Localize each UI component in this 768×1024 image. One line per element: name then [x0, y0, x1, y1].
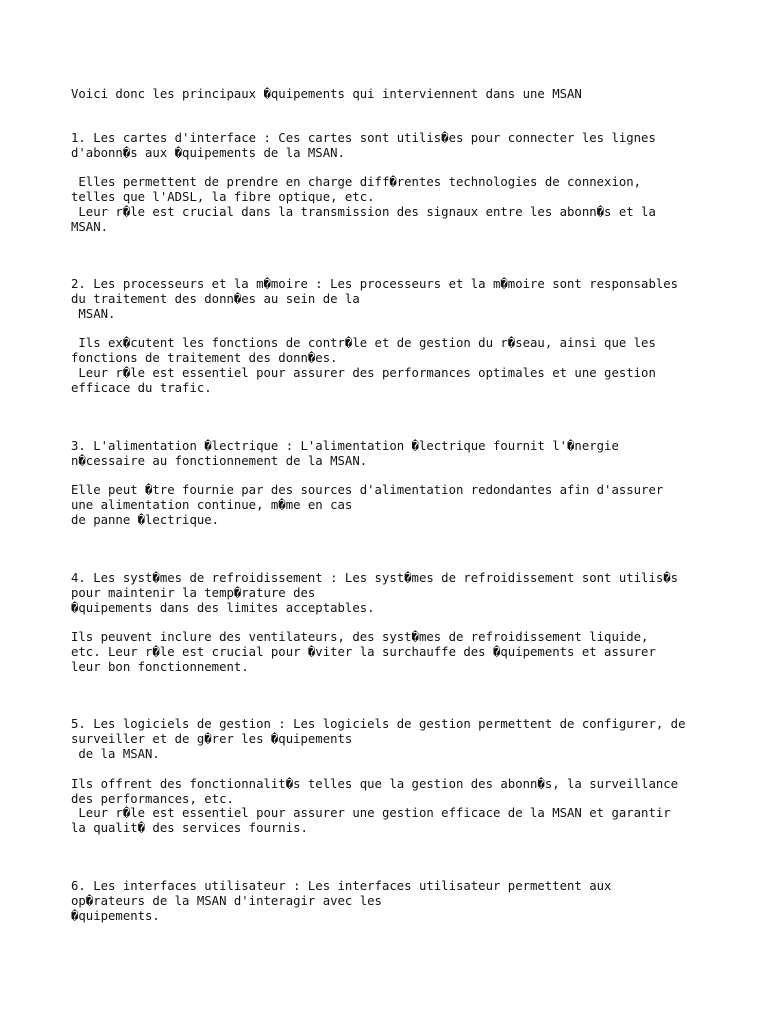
section-2-heading-line: 2. Les processeurs et la m�moire : Les processeurs et la m�moire sont responsables — [71, 277, 679, 291]
section-5-heading-line: surveiller et de g�rer les �quipements — [71, 732, 353, 746]
section-1-heading-line: d'abonn�s aux �quipements de la MSAN. — [71, 146, 345, 160]
section-1-body-line: telles que l'ADSL, la fibre optique, etc. — [71, 190, 375, 204]
section-6-heading-line: 6. Les interfaces utilisateur : Les interfaces utilisateur permettent aux — [71, 879, 612, 893]
section-4-body-line: etc. Leur r�le est crucial pour �viter la surchauffe des �quipements et assurer — [71, 645, 656, 659]
section-3-body-line: une alimentation continue, m�me en cas — [71, 498, 353, 512]
section-1-body-line: Elles permettent de prendre en charge diff�rentes technologies de connexion, — [71, 175, 642, 189]
section-2-heading-line: du traitement des donn�es au sein de la — [71, 292, 360, 306]
section-4-heading-line: pour maintenir la temp�rature des — [71, 586, 316, 600]
intro-line: Voici donc les principaux �quipements qui interviennent dans une MSAN — [71, 87, 582, 101]
section-3-heading-line: n�cessaire au fonctionnement de la MSAN. — [71, 454, 368, 468]
section-3-body-line: de panne �lectrique. — [71, 513, 220, 527]
section-5-body-line: des performances, etc. — [71, 792, 234, 806]
section-3-heading-line: 3. L'alimentation �lectrique : L'alimentation �lectrique fournit l'�nergie — [71, 439, 619, 453]
section-4-body-line: Ils peuvent inclure des ventilateurs, des syst�mes de refroidissement liquide, — [71, 630, 649, 644]
section-4-heading-line: �quipements dans des limites acceptables. — [71, 601, 375, 615]
section-6-heading-line: �quipements. — [71, 909, 160, 923]
section-4-heading-line: 4. Les syst�mes de refroidissement : Les syst�mes de refroidissement sont utilis�s — [71, 571, 679, 585]
section-5-body-line: la qualit� des services fournis. — [71, 821, 308, 835]
section-2-body-line: Leur r�le est essentiel pour assurer des performances optimales et une gestion — [71, 366, 656, 380]
section-5-body-line: Ils offrent des fonctionnalit�s telles que la gestion des abonn�s, la surveillance — [71, 777, 679, 791]
section-5-body-line: Leur r�le est essentiel pour assurer une gestion efficace de la MSAN et garantir — [71, 806, 671, 820]
section-2-body-line: Ils ex�cutent les fonctions de contr�le et de gestion du r�seau, ainsi que les — [71, 336, 656, 350]
section-5-heading-line: de la MSAN. — [71, 747, 160, 761]
section-4-body-line: leur bon fonctionnement. — [71, 660, 249, 674]
section-5-heading-line: 5. Les logiciels de gestion : Les logiciels de gestion permettent de configurer, de — [71, 717, 686, 731]
section-2-heading-line: MSAN. — [71, 307, 116, 321]
section-1-body-line: Leur r�le est crucial dans la transmission des signaux entre les abonn�s et la — [71, 205, 656, 219]
section-6-heading-line: op�rateurs de la MSAN d'interagir avec les — [71, 894, 382, 908]
section-2-body-line: efficace du trafic. — [71, 381, 212, 395]
section-2-body-line: fonctions de traitement des donn�es. — [71, 351, 338, 365]
section-1-heading-line: 1. Les cartes d'interface : Ces cartes sont utilis�es pour connecter les lignes — [71, 131, 656, 145]
section-1-body-line: MSAN. — [71, 220, 109, 234]
section-3-body-line: Elle peut �tre fournie par des sources d'alimentation redondantes afin d'assurer — [71, 483, 664, 497]
